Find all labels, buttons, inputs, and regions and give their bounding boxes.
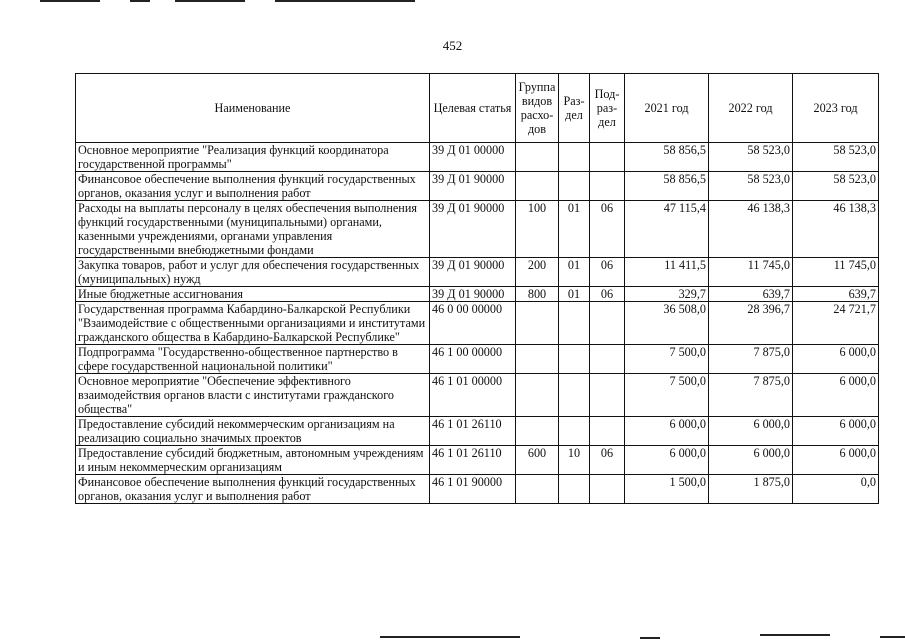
cell-2022: 58 523,0 [709, 172, 793, 201]
cell-2022: 639,7 [709, 287, 793, 302]
cell-group [516, 417, 559, 446]
cell-2021: 1 500,0 [625, 475, 709, 504]
scan-artifact-top [275, 0, 415, 2]
table-row [76, 302, 879, 345]
cell-2021: 47 115,4 [625, 201, 709, 258]
cell-2022: 46 138,3 [709, 201, 793, 258]
cell-2022: 6 000,0 [709, 446, 793, 475]
cell-section: 01 [559, 287, 590, 302]
header-2022: 2022 год [709, 74, 793, 143]
cell-group [516, 374, 559, 417]
cell-subsection [590, 172, 625, 201]
cell-article: 46 0 00 00000 [430, 302, 516, 345]
cell-article: 39 Д 01 90000 [430, 172, 516, 201]
table-row [76, 287, 879, 302]
cell-article: 46 1 01 26110 [430, 417, 516, 446]
cell-name: Финансовое обеспечение выполнения функций государственных органов, оказания услуг и выполнения работ [76, 172, 430, 201]
cell-2021: 58 856,5 [625, 143, 709, 172]
cell-2023: 24 721,7 [793, 302, 879, 345]
cell-2022: 6 000,0 [709, 417, 793, 446]
cell-article: 39 Д 01 00000 [430, 143, 516, 172]
table-row [76, 446, 879, 475]
scan-artifact-top [175, 0, 245, 2]
cell-article: 46 1 01 90000 [430, 475, 516, 504]
cell-article: 39 Д 01 90000 [430, 258, 516, 287]
table-row [76, 201, 879, 258]
cell-subsection: 06 [590, 446, 625, 475]
cell-section [559, 345, 590, 374]
cell-2023: 58 523,0 [793, 143, 879, 172]
cell-article: 46 1 01 00000 [430, 374, 516, 417]
cell-article: 46 1 01 26110 [430, 446, 516, 475]
cell-section: 01 [559, 258, 590, 287]
cell-2022: 1 875,0 [709, 475, 793, 504]
header-2021: 2021 год [625, 74, 709, 143]
cell-2023: 0,0 [793, 475, 879, 504]
cell-2023: 11 745,0 [793, 258, 879, 287]
cell-name: Государственная программа Кабардино-Балкарской Республики "Взаимодействие с общественными организациями и институтами гражданского общества в Кабардино-Балкарской Республике" [76, 302, 430, 345]
cell-2023: 639,7 [793, 287, 879, 302]
cell-section [559, 302, 590, 345]
cell-section: 10 [559, 446, 590, 475]
table-row [76, 143, 879, 172]
header-article: Целевая статья [430, 74, 516, 143]
header-section: Раз-дел [559, 74, 590, 143]
header-group: Группа видов расхо-дов [516, 74, 559, 143]
scan-artifact-bottom [760, 634, 830, 636]
header-name: Наименование [76, 74, 430, 143]
cell-section [559, 417, 590, 446]
header-2023: 2023 год [793, 74, 879, 143]
cell-group [516, 143, 559, 172]
cell-2021: 329,7 [625, 287, 709, 302]
scan-artifact-bottom [380, 636, 520, 638]
cell-subsection: 06 [590, 287, 625, 302]
cell-group [516, 172, 559, 201]
table-row [76, 345, 879, 374]
cell-2023: 6 000,0 [793, 446, 879, 475]
cell-section [559, 143, 590, 172]
scan-artifact-bottom [640, 637, 660, 639]
cell-group: 600 [516, 446, 559, 475]
cell-name: Финансовое обеспечение выполнения функций государственных органов, оказания услуг и выполнения работ [76, 475, 430, 504]
cell-2021: 7 500,0 [625, 345, 709, 374]
cell-section [559, 172, 590, 201]
cell-article: 39 Д 01 90000 [430, 201, 516, 258]
cell-subsection [590, 417, 625, 446]
cell-2022: 11 745,0 [709, 258, 793, 287]
cell-group [516, 302, 559, 345]
table-row [76, 475, 879, 504]
cell-2023: 58 523,0 [793, 172, 879, 201]
table-row [76, 374, 879, 417]
cell-2022: 58 523,0 [709, 143, 793, 172]
cell-subsection: 06 [590, 201, 625, 258]
cell-group [516, 475, 559, 504]
cell-2021: 11 411,5 [625, 258, 709, 287]
header-subsection: Под-раз-дел [590, 74, 625, 143]
cell-2023: 46 138,3 [793, 201, 879, 258]
cell-2021: 7 500,0 [625, 374, 709, 417]
cell-article: 46 1 00 00000 [430, 345, 516, 374]
cell-subsection: 06 [590, 258, 625, 287]
cell-name: Расходы на выплаты персоналу в целях обеспечения выполнения функций государственными (муниципальными) органами, казенными учреждениями, органами управления государственными внебюджетными фондами [76, 201, 430, 258]
cell-article: 39 Д 01 90000 [430, 287, 516, 302]
scan-artifact-top [130, 0, 150, 2]
cell-subsection [590, 374, 625, 417]
cell-name: Основное мероприятие "Обеспечение эффективного взаимодействия органов власти с институтами гражданского общества" [76, 374, 430, 417]
cell-group: 100 [516, 201, 559, 258]
table-row [76, 417, 879, 446]
cell-section: 01 [559, 201, 590, 258]
cell-2023: 6 000,0 [793, 417, 879, 446]
table-row [76, 172, 879, 201]
cell-subsection [590, 475, 625, 504]
cell-group: 200 [516, 258, 559, 287]
cell-group: 800 [516, 287, 559, 302]
cell-group [516, 345, 559, 374]
scan-artifact-bottom [880, 636, 905, 638]
cell-2022: 28 396,7 [709, 302, 793, 345]
cell-name: Подпрограмма "Государственно-общественное партнерство в сфере государственной национальной политики" [76, 345, 430, 374]
cell-subsection [590, 302, 625, 345]
cell-2023: 6 000,0 [793, 374, 879, 417]
cell-subsection [590, 143, 625, 172]
budget-table [75, 73, 879, 504]
cell-2023: 6 000,0 [793, 345, 879, 374]
cell-2022: 7 875,0 [709, 374, 793, 417]
scan-artifact-top [40, 0, 100, 2]
table-header-row [76, 74, 879, 143]
cell-name: Предоставление субсидий некоммерческим организациям на реализацию социально значимых проектов [76, 417, 430, 446]
cell-name: Закупка товаров, работ и услуг для обеспечения государственных (муниципальных) нужд [76, 258, 430, 287]
cell-section [559, 475, 590, 504]
cell-name: Основное мероприятие "Реализация функций координатора государственной программы" [76, 143, 430, 172]
page-number: 452 [442, 38, 463, 53]
cell-2021: 36 508,0 [625, 302, 709, 345]
cell-section [559, 374, 590, 417]
cell-2021: 58 856,5 [625, 172, 709, 201]
cell-2021: 6 000,0 [625, 446, 709, 475]
cell-name: Иные бюджетные ассигнования [76, 287, 430, 302]
table-row [76, 258, 879, 287]
cell-name: Предоставление субсидий бюджетным, автономным учреждениям и иным некоммерческим организациям [76, 446, 430, 475]
cell-2021: 6 000,0 [625, 417, 709, 446]
cell-2022: 7 875,0 [709, 345, 793, 374]
cell-subsection [590, 345, 625, 374]
